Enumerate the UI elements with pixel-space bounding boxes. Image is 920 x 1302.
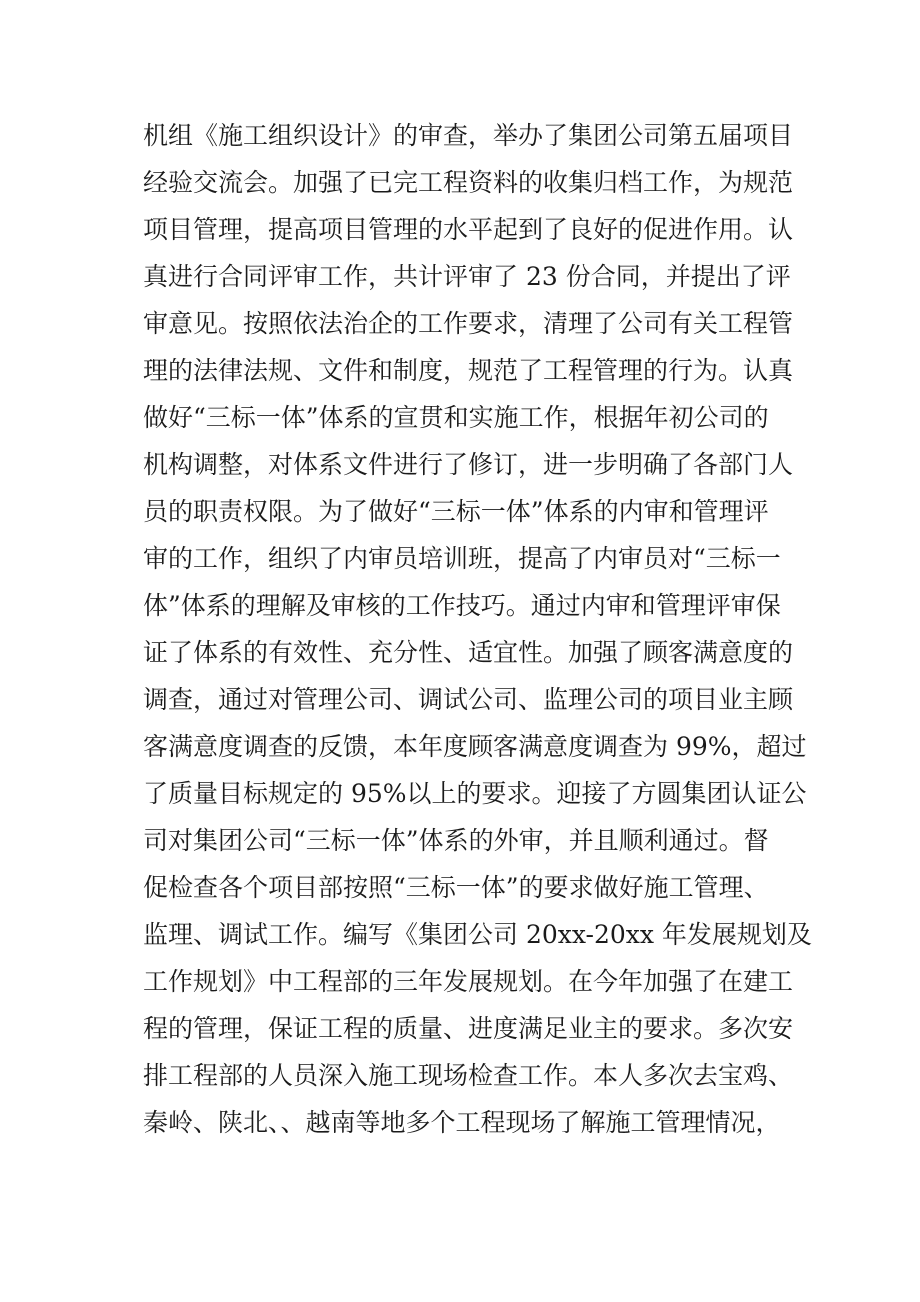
text-line: 程的管理，保证工程的质量、进度满足业主的要求。多次安 (143, 1014, 794, 1043)
text-line: 理的法律法规、文件和制度，规范了工程管理的行为。认真 (143, 356, 794, 385)
text-line: 做好“三标一体”体系的宣贯和实施工作，根据年初公司的 (143, 403, 769, 432)
text-line: 审的工作，组织了内审员培训班，提高了内审员对“三标一 (143, 544, 781, 573)
text-line: 工作规划》中工程部的三年发展规划。在今年加强了在建工 (143, 967, 794, 996)
text-line: 排工程部的人员深入施工现场检查工作。本人多次去宝鸡、 (143, 1061, 794, 1090)
text-line: 机构调整，对体系文件进行了修订，进一步明确了各部门人 (143, 450, 794, 479)
text-line: 证了体系的有效性、充分性、适宜性。加强了顾客满意度的 (143, 638, 794, 667)
text-line: 调查，通过对管理公司、调试公司、监理公司的项目业主顾 (143, 685, 794, 714)
text-line: 机组《施工组织设计》的审查，举办了集团公司第五届项目 (143, 121, 794, 150)
text-line: 项目管理，提高项目管理的水平起到了良好的促进作用。认 (143, 215, 794, 244)
text-line: 监理、调试工作。编写《集团公司 20xx-20xx 年发展规划及 (143, 920, 812, 949)
text-line: 经验交流会。加强了已完工程资料的收集归档工作，为规范 (143, 168, 794, 197)
text-line: 秦岭、陕北、、越南等地多个工程现场了解施工管理情况， (143, 1108, 781, 1137)
text-line: 真进行合同评审工作，共计评审了 23 份合同，并提出了评 (143, 262, 791, 291)
body-paragraph (143, 112, 812, 1146)
text-line: 促检查各个项目部按照“三标一体”的要求做好施工管理、 (143, 873, 769, 902)
text-line: 审意见。按照依法治企的工作要求，清理了公司有关工程管 (143, 309, 794, 338)
text-line: 了质量目标规定的 95%以上的要求。迎接了方圆集团认证公 (143, 779, 807, 808)
text-line: 客满意度调查的反馈，本年度顾客满意度调查为 99%，超过 (143, 732, 807, 761)
text-line: 员的职责权限。为了做好“三标一体”体系的内审和管理评 (143, 497, 769, 526)
text-line: 体”体系的理解及审核的工作技巧。通过内审和管理评审保 (143, 591, 781, 620)
text-line: 司对集团公司“三标一体”体系的外审，并且顺利通过。督 (143, 826, 769, 855)
